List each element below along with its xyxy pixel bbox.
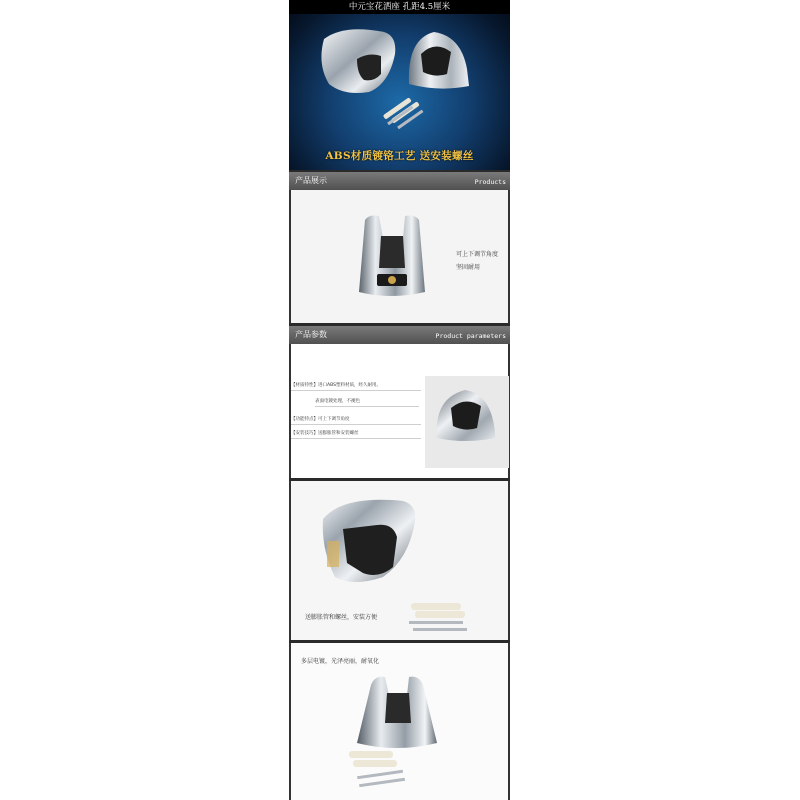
product-detail-strip [289, 0, 510, 800]
hero-title: 中元宝花洒座 孔距4.5厘米 [289, 0, 510, 14]
detail2-product-image [351, 671, 441, 749]
hero-banner [289, 0, 510, 170]
detail2-screws-image [347, 749, 407, 793]
showcase-caption-1: 可上下调节角度 [456, 251, 499, 258]
params-header-bar [289, 326, 510, 344]
detail2-caption: 多层电镀，光泽亮丽，耐氧化 [301, 658, 380, 665]
params-panel [289, 344, 510, 478]
showcase-title-en: Products [474, 178, 506, 186]
showcase-title-cn: 产品展示 [295, 176, 327, 185]
showcase-caption-2: 坚固耐用 [456, 264, 481, 271]
showcase-product-image [351, 212, 431, 300]
params-product-image [425, 376, 509, 468]
hero-slogan: ABS材质镀铬工艺 送安装螺丝 [325, 150, 474, 162]
param-row: 表面电镀处理，不褪色 [315, 398, 419, 407]
params-title-en: Product parameters [435, 332, 506, 340]
detail1-panel [289, 481, 510, 640]
hero-product-image [289, 14, 510, 148]
detail1-caption: 送膨胀管和螺丝，安装方便 [305, 614, 378, 621]
param-row: 【安装技巧】送膨胀管和安装螺丝 [291, 430, 421, 439]
param-row: 【材质特性】进口ABS塑料材质，经久耐用。 [291, 382, 421, 391]
anchor-screws-image [409, 599, 475, 635]
param-row: 【功能特点】可上下调节角度 [291, 416, 421, 425]
detail2-panel [289, 643, 510, 800]
showcase-header-bar [289, 172, 510, 190]
detail1-product-image [313, 489, 433, 599]
params-title-cn: 产品参数 [295, 330, 327, 339]
showcase-panel [289, 190, 510, 323]
